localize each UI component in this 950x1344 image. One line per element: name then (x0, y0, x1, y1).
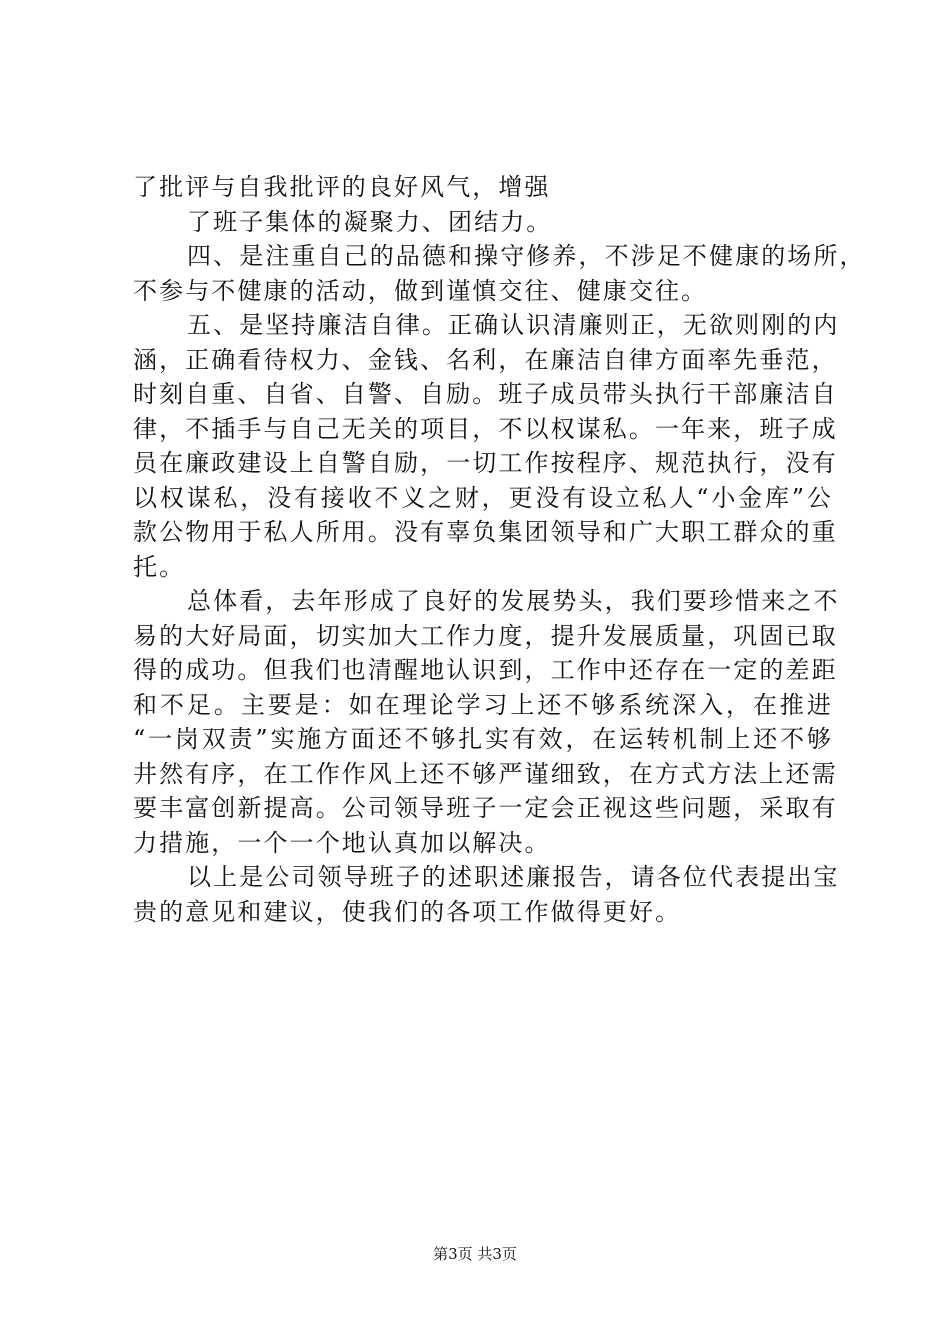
text-line: 托。 (133, 552, 186, 581)
text-line: 力措施，一个一个地认真加以解决。 (133, 828, 551, 857)
text-line: 易的大好局面，切实加大工作力度，提升发展质量，巩固已取 (133, 621, 838, 650)
text-line: 涵，正确看待权力、金钱、名利，在廉洁自律方面率先垂范， (133, 345, 838, 374)
text-line: 井然有序，在工作作风上还不够严谨细致，在方式方法上还需 (133, 759, 838, 788)
text-line: 款公物用于私人所用。没有辜负集团领导和广大职工群众的重 (133, 518, 838, 546)
page-number: 第3页 共3页 (433, 1245, 517, 1263)
text-line: 四、是注重自己的品德和操守修养，不涉足不健康的场所， (187, 242, 866, 270)
text-line: 总体看，去年形成了良好的发展势头，我们要珍惜来之不 (187, 587, 840, 615)
document-body (133, 170, 866, 929)
text-line: 和不足。主要是：如在理论学习上还不够系统深入，在推进 (133, 690, 833, 719)
text-line: 不参与不健康的活动，做到谨慎交往、健康交往。 (133, 276, 708, 305)
text-line: 五、是坚持廉洁自律。正确认识清廉则正，无欲则刚的内 (187, 311, 840, 339)
text-line: 了班子集体的凝聚力、团结力。 (187, 207, 553, 236)
text-line: 了批评与自我批评的良好风气，增强 (133, 173, 551, 201)
text-line: 以上是公司领导班子的述职述廉报告，请各位代表提出宝 (187, 863, 840, 891)
text-line: 要丰富创新提高。公司领导班子一定会正视这些问题，采取有 (133, 794, 838, 822)
text-line: “一岗双责”实施方面还不够扎实有效，在运转机制上还不够 (133, 725, 833, 753)
text-line: 以权谋私，没有接收不义之财，更没有设立私人“小金库”公 (133, 483, 833, 512)
text-line: 时刻自重、自省、自警、自励。班子成员带头执行干部廉洁自 (133, 380, 838, 408)
text-line: 员在廉政建设上自警自励，一切工作按程序、规范执行，没有 (133, 449, 838, 477)
text-line: 律，不插手与自己无关的项目，不以权谋私。一年来，班子成 (133, 414, 838, 443)
text-line: 贵的意见和建议，使我们的各项工作做得更好。 (133, 897, 682, 926)
text-line: 得的成功。但我们也清醒地认识到，工作中还存在一定的差距 (133, 656, 838, 684)
